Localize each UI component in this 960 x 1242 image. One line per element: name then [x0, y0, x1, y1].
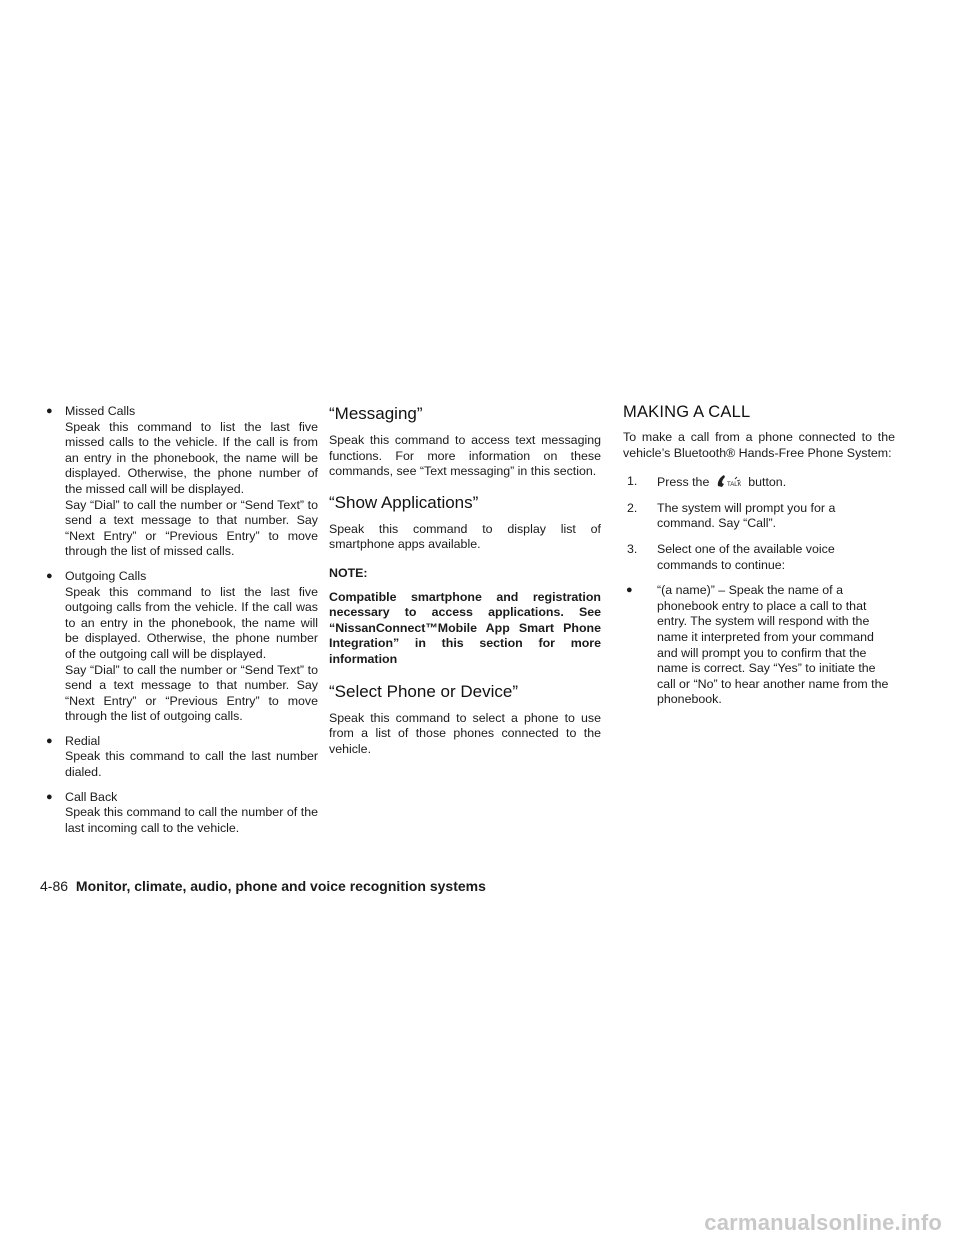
- messaging-heading: “Messaging”: [329, 404, 423, 423]
- note-text: Compatible smartphone and registration necessary to access applications. See “NissanConnect™Mobile App Smart Phone Integration” in this section for more information: [329, 589, 601, 666]
- show-applications-text: Speak this command to display list of smartphone apps available.: [329, 521, 601, 552]
- item-text: Speak this command to call the number of the last incoming call to the vehicle.: [65, 805, 318, 835]
- bullet-icon: ●: [46, 734, 53, 747]
- step-3: [623, 542, 895, 573]
- bullet-icon: ●: [626, 584, 633, 597]
- list-item: [46, 569, 318, 725]
- sub-bullet-text: “(a name)” – Speak the name of a phonebook entry to place a call to that entry. The system will respond with the name it interpreted from your command and will prompt you to confirm that the name is correct. Say “Yes” to initiate the call or “No” to hear another name from the phonebook.: [657, 583, 889, 707]
- step-number: 2.: [627, 500, 638, 515]
- bullet-icon: ●: [46, 405, 53, 417]
- intro-text: To make a call from a phone connected to the vehicle’s Bluetooth® Hands-Free Phone System:: [623, 430, 895, 460]
- phone-talk-icon: [715, 474, 741, 488]
- svg-text:TALK: TALK: [726, 482, 741, 489]
- making-a-call-heading: MAKING A CALL: [623, 403, 751, 421]
- item-title: Missed Calls: [65, 404, 136, 418]
- messaging-text: Speak this command to access text messaging functions. For more information on these commands, see “Text messaging” in this section.: [329, 433, 601, 479]
- item-text: Speak this command to list the last five outgoing calls from the vehicle. If the call was to an entry in the phonebook, the name will be displayed. Otherwise, the phone number of the outgoing call will be displayed. Say “Dial” to call the number or “Send Text” to send a text message to that number. Say “Next Entry” or “Previous Entry” to move through the list of outgoing calls.: [65, 584, 318, 724]
- page-footer: [40, 878, 486, 894]
- list-item: [46, 404, 318, 560]
- step-text-before: Press the: [657, 475, 710, 490]
- step-text-after: button.: [748, 475, 787, 490]
- bullet-icon: ●: [46, 790, 53, 803]
- item-title: Redial: [65, 733, 101, 748]
- bullet-icon: ●: [46, 569, 53, 582]
- show-applications-heading: “Show Applications”: [329, 492, 479, 512]
- list-item: [46, 790, 318, 837]
- step-1: [623, 474, 895, 491]
- item-text: Speak this command to call the last number dialed.: [65, 749, 318, 780]
- watermark[interactable]: carmanualsonline.info: [704, 1210, 942, 1235]
- column-1: [46, 404, 318, 845]
- select-phone-text: Speak this command to select a phone to use from a list of those phones connected to the vehicle.: [329, 710, 601, 756]
- step-number: 1.: [627, 474, 638, 489]
- item-text: Speak this command to list the last five missed calls to the vehicle. If the call is from an entry in the phonebook, the name will be displayed. Otherwise, the phone number of the missed call will be displayed. Say “Dial” to call the number or “Send Text” to send a text message to that number. Say “Next Entry” or “Previous Entry” to move through the list of missed calls.: [65, 419, 318, 559]
- list-item: [623, 583, 895, 708]
- page-number: 4-86: [40, 878, 69, 894]
- step-2: [623, 501, 895, 532]
- column-3: [623, 404, 895, 718]
- select-phone-heading: “Select Phone or Device”: [329, 681, 518, 701]
- footer-title: Monitor, climate, audio, phone and voice recognition systems: [75, 878, 486, 894]
- note-label: NOTE:: [329, 565, 368, 580]
- step-text: Select one of the available voice commands to continue:: [657, 541, 835, 572]
- step-text: The system will prompt you for a command. Say “Call”.: [657, 500, 836, 531]
- item-title: Outgoing Calls: [65, 568, 147, 583]
- list-item: [46, 734, 318, 781]
- column-2: [329, 404, 601, 770]
- item-title: Call Back: [65, 789, 118, 804]
- step-number: 3.: [627, 541, 638, 556]
